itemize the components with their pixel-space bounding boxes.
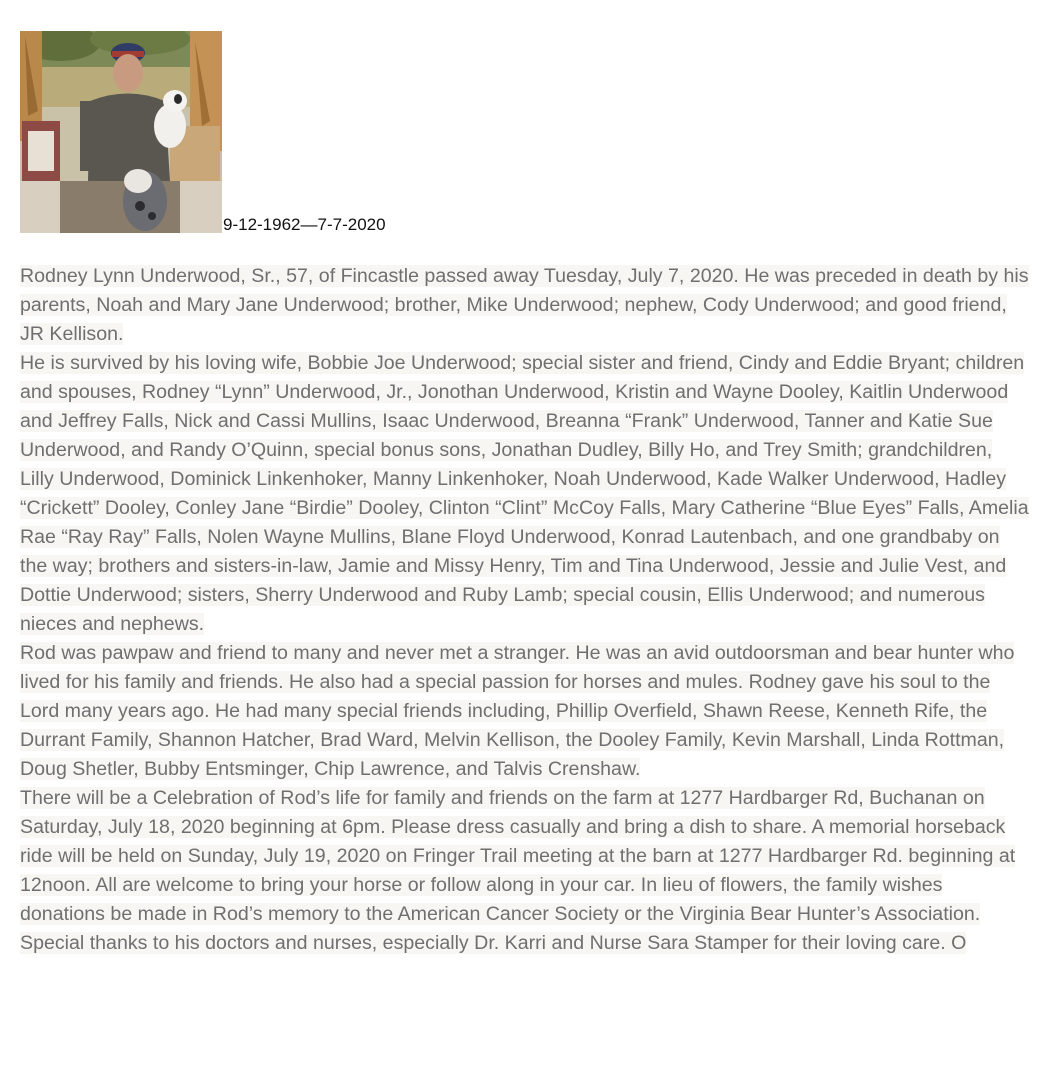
- paragraph-text: He is survived by his loving wife, Bobbie Joe Underwood; special sister and friend, Cindy and Eddie Bryant; children and spouses, Rodney “Lynn” Underwood, Jr., Jonothan Underwood, Kristin and Wayne Dooley, Kaitlin Underwood and Jeffrey Falls, Nick and Cassi Mullins, Isaac Underwood, Breanna “Frank” Underwood, Tanner and Katie Sue Underwood, and Randy O’Quinn, special bonus sons, Jonathan Dudley, Billy Ho, and Trey Smith; grandchildren, Lilly Underwood, Dominick Linkenhoker, Manny Linkenhoker, Noah Underwood, Kade Walker Underwood, Hadley “Crickett” Dooley, Conley Jane “Birdie” Dooley, Clinton “Clint” McCoy Falls, Mary Catherine “Blue Eyes” Falls, Amelia Rae “Ray Ray” Falls, Nolen Wayne Mullins, Blane Floyd Underwood, Konrad Lautenbach, and one grandbaby on the way; brothers and sisters-in-law, Jamie and Missy Henry, Tim and Tina Underwood, Jessie and Julie Vest, and Dottie Underwood; sisters, Sherry Underwood and Ruby Lamb; special cousin, Ellis Underwood; and numerous nieces and nephews.: [20, 352, 1029, 635]
- paragraph-death-notice: [20, 262, 1030, 349]
- portrait-photo: [20, 31, 222, 233]
- paragraph-survivors: [20, 349, 1030, 639]
- paragraph-text: Rodney Lynn Underwood, Sr., 57, of Fincastle passed away Tuesday, July 7, 2020. He was preceded in death by his parents, Noah and Mary Jane Underwood; brother, Mike Underwood; nephew, Cody Underwood; and good friend, JR Kellison.: [20, 265, 1029, 345]
- paragraph-services: [20, 784, 1030, 958]
- obituary-body: [20, 262, 1030, 958]
- paragraph-text: Rod was pawpaw and friend to many and never met a stranger. He was an avid outdoorsman and bear hunter who lived for his family and friends. He also had a special passion for horses and mules. Rodney gave his soul to the Lord many years ago. He had many special friends including, Phillip Overfield, Shawn Reese, Kenneth Rife, the Durrant Family, Shannon Hatcher, Brad Ward, Melvin Kellison, the Dooley Family, Kevin Marshall, Linda Rottman, Doug Shetler, Bubby Entsminger, Chip Lawrence, and Talvis Crenshaw.: [20, 642, 1015, 780]
- paragraph-text: There will be a Celebration of Rod’s life for family and friends on the farm at 1277 Hardbarger Rd, Buchanan on Saturday, July 18, 2020 beginning at 6pm. Please dress casually and bring a dish to share. A memorial horseback ride will be held on Sunday, July 19, 2020 on Fringer Trail meeting at the barn at 1277 Hardbarger Rd. beginning at 12noon. All are welcome to bring your horse or follow along in your car. In lieu of flowers, the family wishes donations be made in Rod’s memory to the American Cancer Society or the Virginia Bear Hunter’s Association. Special thanks to his doctors and nurses, especially Dr. Karri and Nurse Sara Stamper for their loving care. O: [20, 787, 1016, 954]
- life-dates: 9-12-1962—7-7-2020: [223, 215, 386, 234]
- paragraph-life: [20, 639, 1030, 784]
- obituary-header: [20, 31, 386, 233]
